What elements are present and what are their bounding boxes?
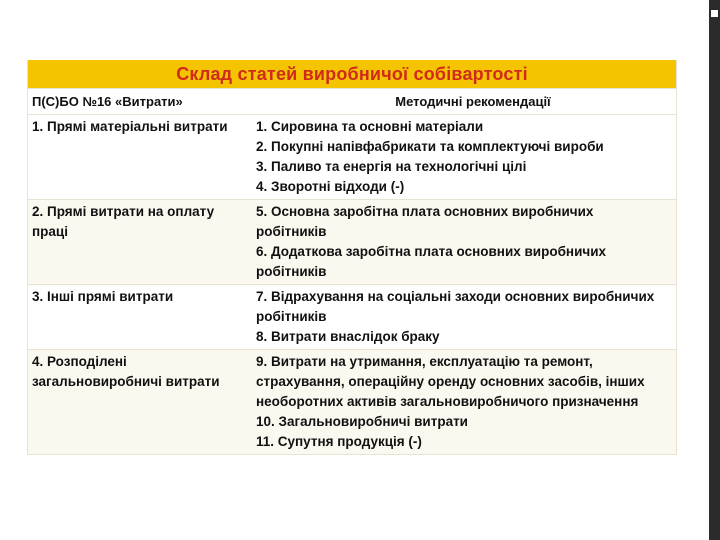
list-item: 5. Основна заробітна плата основних виробничих робітників [256,204,594,239]
header-standard: П(С)БО №16 «Витрати» [32,94,183,109]
list-item: 10. Загальновиробничі витрати [256,414,468,429]
slide-edge-bar [709,0,720,540]
row-items [250,285,676,349]
list-item: 6. Додаткова заробітна плата основних виробничих робітників [256,244,607,279]
row-category: 4. Розподілені загальновиробничі витрати [32,354,220,389]
list-item: 1. Сировина та основні матеріали [256,119,484,134]
row-items [250,200,676,284]
list-item: 2. Покупні напівфабрикати та комплектуючі вироби [256,139,604,154]
table-row [28,115,676,200]
table-row [28,350,676,454]
list-item: 7. Відрахування на соціальні заходи основних виробничих робітників [256,289,655,324]
header-recommendations: Методичні рекомендації [395,94,551,109]
table-title: Склад статей виробничої собівартості [176,63,528,84]
list-item: 9. Витрати на утримання, експлуатацію та ремонт, страхування, операційну оренду основних засобів, інших необоротних активів загальновиробничого призначення [256,354,645,409]
table-row [28,285,676,350]
cost-structure-table [27,60,677,455]
row-category: 1. Прямі матеріальні витрати [32,119,228,134]
row-items [250,350,676,454]
row-category: 3. Інші прямі витрати [32,289,174,304]
table-header-row [28,88,676,115]
list-item: 8. Витрати внаслідок браку [256,329,440,344]
table-row [28,200,676,285]
row-category: 2. Прямі витрати на оплату праці [32,204,215,239]
row-items [250,115,676,199]
slide-edge-marker [711,10,718,17]
list-item: 3. Паливо та енергія на технологічні цілі [256,159,527,174]
list-item: 11. Супутня продукція (-) [256,434,422,449]
list-item: 4. Зворотні відходи (-) [256,179,405,194]
table-title-row [28,60,676,88]
